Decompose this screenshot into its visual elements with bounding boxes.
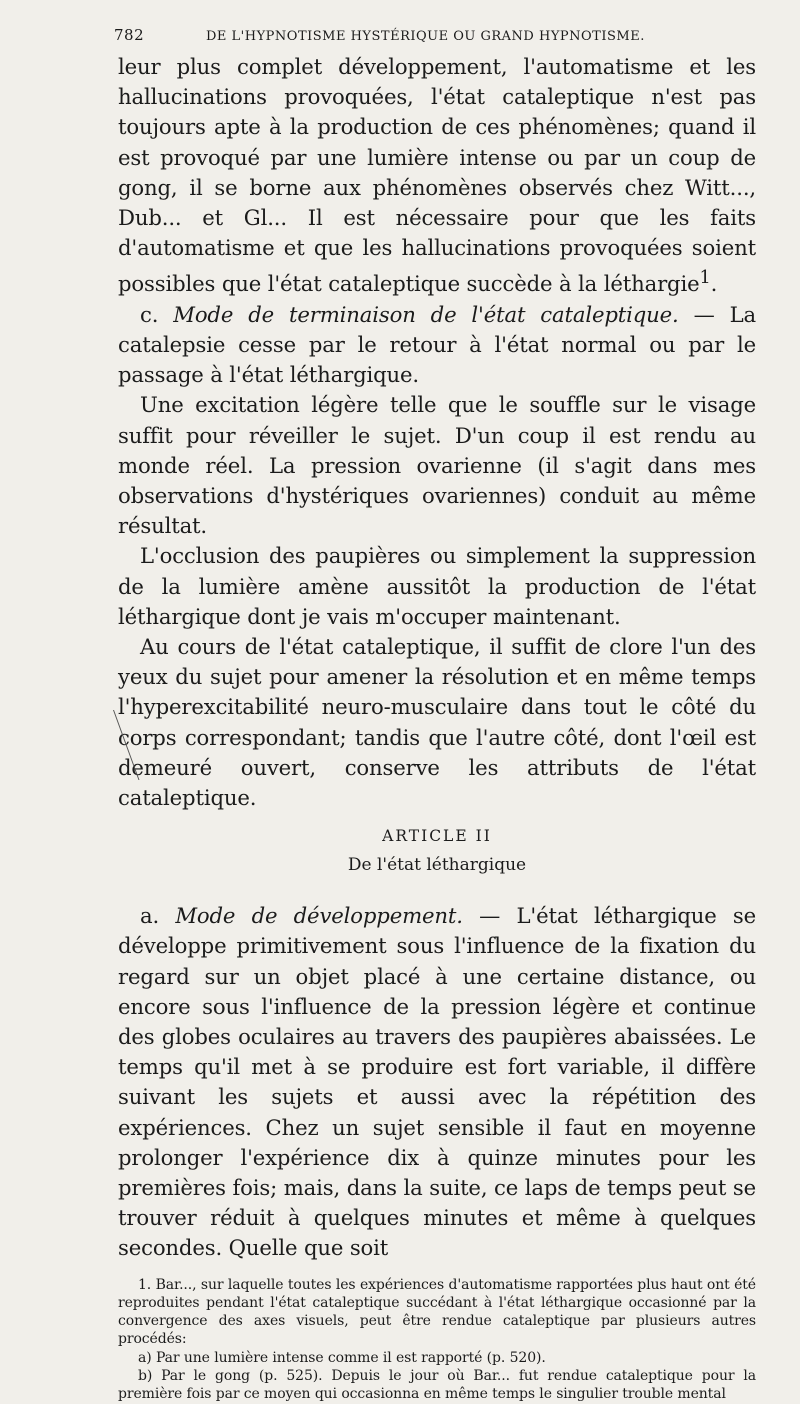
paragraph-1-text: leur plus complet développement, l'automatisme et les hallucinations provoquées, l'état cataleptique n'est pas toujours apte à la production de ces phénomènes; quand il est provoqué par une lumière intense ou par un coup de gong, il se borne aux phénomènes observés chez Witt..., Dub... et Gl... Il est nécessaire pour que les faits d'automatisme et que les hallucinations provoquées soient possibles que l'état cataleptique succède à la léthargie bbox=[118, 54, 756, 297]
footnote-1: 1. Bar..., sur laquelle toutes les expériences d'automatisme rapportées plus haut ont été reproduites pendant l'état cataleptique succédant à l'état léthargique occasionné par la convergence des axes visuels, peut être rendue cataleptique par plusieurs autres procédés: bbox=[118, 1276, 756, 1348]
paragraph-6-title: Mode de développement. bbox=[175, 903, 463, 929]
paragraph-4: L'occlusion des paupières ou simplement la suppression de la lumière amène aussitôt la production de l'état léthargique dont je vais m'occuper maintenant. bbox=[118, 543, 756, 629]
footnote-1a: a) Par une lumière intense comme il est rapporté (p. 520). bbox=[138, 1349, 546, 1366]
paragraph-1-end: . bbox=[710, 271, 718, 297]
paragraph-2 bbox=[118, 300, 756, 391]
paragraph-6 bbox=[118, 901, 756, 1263]
paragraph-2-title: Mode de terminaison de l'état cataleptique. bbox=[173, 301, 679, 327]
paragraph-5: Au cours de l'état cataleptique, il suffit de clore l'un des yeux du sujet pour amener la résolution et en même temps l'hyperexcitabilité neuro-musculaire dans tout le côté du corps correspondant; tandis que l'autre côté, dont l'œil est demeuré ouvert, conserve les attributs de l'état cataleptique. bbox=[118, 633, 756, 810]
paragraph-2-text: — La catalepsie cesse par le retour à l'état normal ou par le passage à l'état léthargique. bbox=[118, 301, 757, 388]
footnotes bbox=[118, 1276, 756, 1404]
body-text bbox=[118, 52, 756, 1264]
section-title: De l'état léthargique bbox=[347, 855, 527, 876]
paragraph-3: Une excitation légère telle que le souffle sur le visage suffit pour réveiller le sujet. D'un coup il est rendu au monde réel. La pression ovarienne (il s'agit dans mes observations d'hystériques ovariennes) conduit au même résultat. bbox=[118, 392, 756, 539]
article-heading: ARTICLE II bbox=[382, 827, 492, 846]
page-number: 782 bbox=[114, 26, 145, 44]
running-head bbox=[114, 26, 756, 52]
footnote-1b: b) Par le gong (p. 525). Depuis le jour où Bar... fut rendue cataleptique pour la première fois par ce moyen qui occasionna en même temps le singulier trouble mental bbox=[118, 1368, 756, 1403]
footnote-ref-1: 1 bbox=[699, 268, 711, 289]
running-title: DE L'HYPNOTISME HYSTÉRIQUE OU GRAND HYPNOTISME. bbox=[206, 29, 645, 44]
paragraph-6-text: — L'état léthargique se développe primitivement sous l'influence de la fixation du regard sur un objet placé à une certaine distance, ou encore sous l'influence de la pression légère et continue des globes oculaires au travers des paupières abaissées. Le temps qu'il met à se produire est fort variable, il diffère suivant les sujets et aussi avec la répétition des expériences. Chez un sujet sensible il faut en moyenne prolonger l'expérience dix à quinze minutes pour les premières fois; mais, dans la suite, ce laps de temps peut se trouver réduit à quelques minutes et même à quelques secondes. Quelle que soit bbox=[118, 903, 757, 1261]
paragraph-6-label: a. bbox=[140, 903, 176, 929]
paragraph-1 bbox=[118, 52, 756, 300]
paragraph-2-label: c. bbox=[140, 301, 174, 327]
